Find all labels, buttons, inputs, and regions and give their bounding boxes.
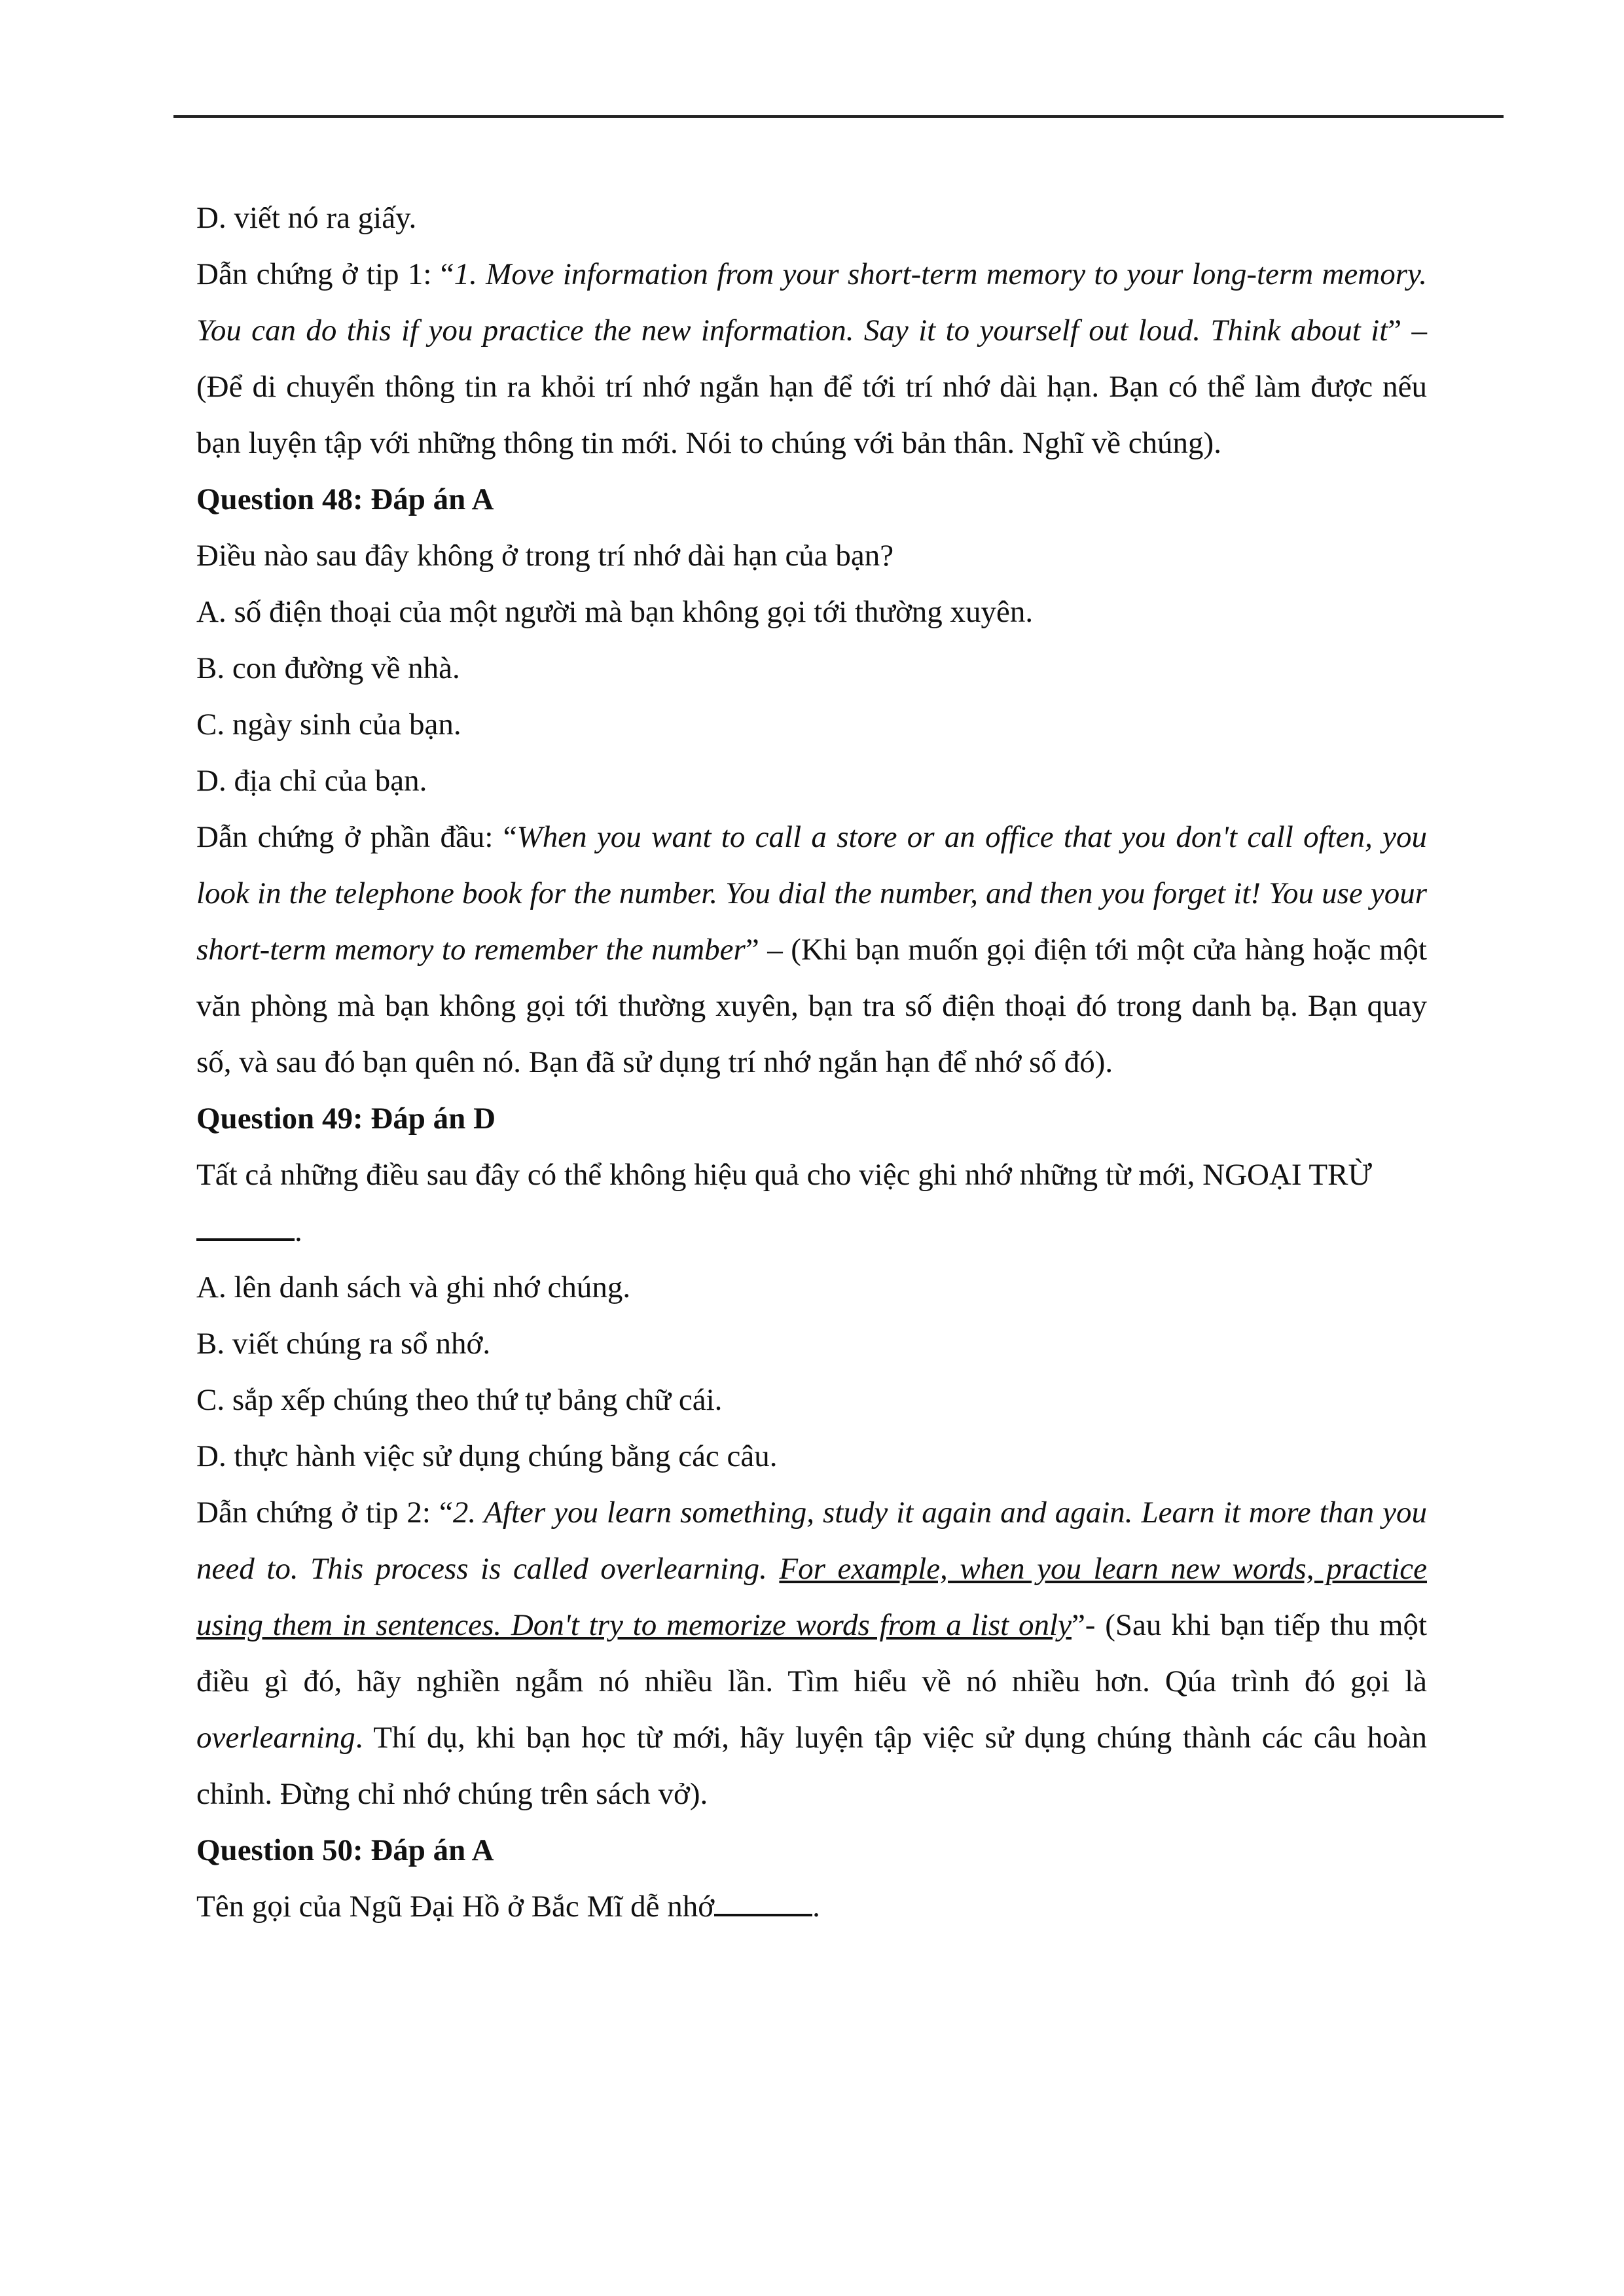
answer-blank [714, 1914, 812, 1916]
q50-question-text: Tên gọi của Ngũ Đại Hồ ở Bắc Mĩ dễ nhớ [196, 1890, 715, 1924]
q48-option-d: D. địa chỉ của bạn. [196, 764, 427, 798]
q48-evidence-translation: (Khi bạn muốn gọi điện tới một cửa hàng hoặc một văn phòng mà bạn không gọi tới thường xuyên, bạn tra số điện thoại đó trong danh bạ. Bạn quay số, và sau đó bạn quên nó. Bạn đã sử dụng trí nhớ ngắn hạn để nhớ số đó). [196, 933, 1427, 1079]
q49-evidence-quote-underlined: For example, when you learn new words, practice using them in sentences. Don't try to memorize words from a list only [196, 1552, 1427, 1642]
q48-evidence [196, 809, 1427, 1090]
header-rule [173, 115, 1504, 118]
q48-heading: Question 48: Đáp án A [196, 482, 494, 516]
q49-option-c: C. sắp xếp chúng theo thứ tự bảng chữ cái. [196, 1383, 723, 1417]
q48-evidence-close: ” – [745, 933, 791, 967]
q49-evidence [196, 1484, 1427, 1822]
q49-option-a: A. lên danh sách và ghi nhớ chúng. [196, 1270, 631, 1304]
q49-option-d: D. thực hành việc sử dụng chúng bằng các câu. [196, 1439, 778, 1473]
q49-evidence-lead: Dẫn chứng ở tip 2: “ [196, 1496, 453, 1530]
answer-explanations [196, 190, 1427, 1935]
q49-evidence-translation-1: (Sau khi bạn tiếp thu một điều gì đó, hãy nghiền ngẫm nó nhiều lần. Tìm hiểu về nó nhiều hơn. Qúa trình đó gọi là [196, 1608, 1428, 1698]
q50-heading: Question 50: Đáp án A [196, 1833, 494, 1867]
q50-question-end: . [812, 1890, 820, 1924]
q49-heading: Question 49: Đáp án D [196, 1102, 496, 1136]
q48-option-c: C. ngày sinh của bạn. [196, 708, 461, 742]
prev-evidence [196, 246, 1427, 471]
q49-question [196, 1147, 1427, 1259]
q49-evidence-translation-2: . Thí dụ, khi bạn học từ mới, hãy luyện tập việc sử dụng chúng thành các câu hoàn chỉnh. Đừng chỉ nhớ chúng trên sách vở). [196, 1721, 1427, 1811]
q49-evidence-quote: 2. After you learn something, study it again and again. Learn it more than you need to. This process is called overlearning. [196, 1496, 1427, 1586]
q50-question [196, 1878, 1427, 1935]
q48-evidence-lead: Dẫn chứng ở phần đầu: “ [196, 820, 517, 854]
answer-blank [196, 1238, 295, 1241]
prev-evidence-quote: 1. Move information from your short-term memory to your long-term memory. You can do this if you practice the new information. Say it to yourself out loud. Think about it [196, 257, 1428, 348]
prev-evidence-lead: Dẫn chứng ở tip 1: “ [196, 257, 454, 291]
q49-option-b: B. viết chúng ra sổ nhớ. [196, 1327, 491, 1361]
q48-question: Điều nào sau đây không ở trong trí nhớ dài hạn của bạn? [196, 539, 894, 573]
q48-evidence-quote: When you want to call a store or an office that you don't call often, you look in the telephone book for the number. You dial the number, and then you forget it! You use your short-term memory to remember the number [196, 820, 1427, 967]
q48-option-a: A. số điện thoại của một người mà bạn không gọi tới thường xuyên. [196, 595, 1034, 629]
q49-evidence-term: overlearning [196, 1721, 355, 1755]
q48-option-b: B. con đường về nhà. [196, 651, 460, 685]
prev-option-d: D. viết nó ra giấy. [196, 201, 417, 235]
q49-question-end: . [295, 1214, 302, 1248]
prev-evidence-translation: (Để di chuyển thông tin ra khỏi trí nhớ ngắn hạn để tới trí nhớ dài hạn. Bạn có thể làm được nếu bạn luyện tập với những thông tin mới. Nói to chúng với bản thân. Nghĩ về chúng). [196, 370, 1427, 460]
prev-evidence-close: ” – [1388, 314, 1427, 348]
q49-question-text: Tất cả những điều sau đây có thể không hiệu quả cho việc ghi nhớ những từ mới, NGOẠI TRỪ [196, 1158, 1372, 1192]
q49-evidence-close: ”- [1071, 1608, 1106, 1642]
